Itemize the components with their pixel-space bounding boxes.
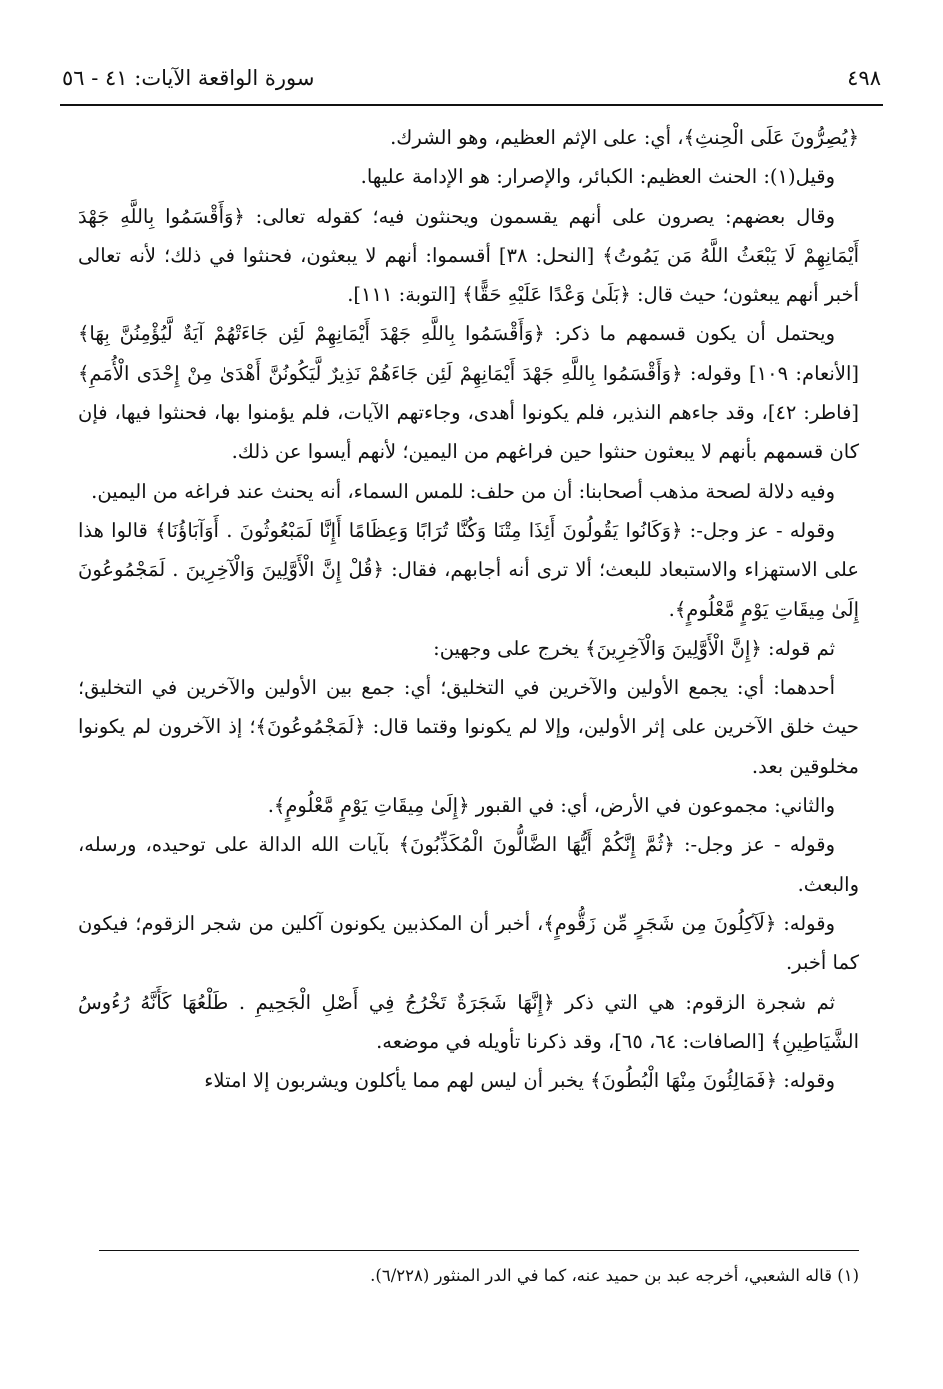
page-number: ٤٩٨ bbox=[847, 66, 881, 90]
header-rule bbox=[60, 104, 883, 106]
paragraph: وفيه دلالة لصحة مذهب أصحابنا: أن من حلف: للمس السماء، أنه يحنث عند فراغه من اليمين. bbox=[91, 479, 835, 503]
footnote: (١) قاله الشعبي، أخرجه عبد بن حميد عنه، كما في الدر المنثور (٦/٢٢٨). bbox=[370, 1266, 859, 1285]
paragraph: وقال بعضهم: يصرون على أنهم يقسمون ويحنثون فيه؛ كقوله تعالى: ﴿وَأَقْسَمُوا بِاللَّهِ جَهْدَ أَيْمَانِهِمْ لَا يَبْعَثُ اللَّهُ مَن يَمُوتُ﴾ [النحل: ٣٨] أقسموا: أنهم لا يبعثون، فحنثوا في ذلك؛ لأنه تعالى أخبر أنهم يبعثون؛ حيث قال: ﴿بَلَىٰ وَعْدًا عَلَيْهِ حَقًّا﴾ [التوبة: ١١١]. bbox=[78, 204, 859, 307]
footnote-rule bbox=[99, 1250, 859, 1251]
paragraph: أحدهما: أي: يجمع الأولين والآخرين في التخليق؛ أي: جمع بين الأولين والآخرين في التخليق؛ حيث خلق الآخرين على إثر الأولين، وإلا لم يكونوا وقتما قال: ﴿لَمَجْمُوعُونَ﴾؛ إذ الآخرون لم يكونوا مخلوقين بعد. bbox=[78, 676, 859, 778]
paragraph: وقوله - عز وجل-: ﴿ثُمَّ إِنَّكُمْ أَيُّهَا الضَّالُّونَ الْمُكَذِّبُونَ﴾ بآيات الله الدالة على توحيده، ورسله، والبعث. bbox=[78, 833, 859, 896]
running-title: سورة الواقعة الآيات: ٤١ - ٥٦ bbox=[62, 66, 315, 90]
paragraph: ويحتمل أن يكون قسمهم ما ذكر: ﴿وَأَقْسَمُوا بِاللَّهِ جَهْدَ أَيْمَانِهِمْ لَئِن جَاءَتْهُمْ آيَةٌ لَّيُؤْمِنُنَّ بِهَا﴾ [الأنعام: ١٠٩] وقوله: ﴿وَأَقْسَمُوا بِاللَّهِ جَهْدَ أَيْمَانِهِمْ لَئِن جَاءَهُمْ نَذِيرٌ لَّيَكُونُنَّ أَهْدَىٰ مِنْ إِحْدَى الْأُمَمِ﴾ [فاطر: ٤٢]، وقد جاءهم النذير، فلم يكونوا أهدى، وجاءتهم الآيات، فلم يؤمنوا بها، فحنثوا فيها، فإن كان قسمهم بأنهم لا يبعثون حنثوا حين فراغهم من اليمين؛ لأنهم أيسوا عن ذلك. bbox=[78, 322, 860, 464]
paragraph: وقوله - عز وجل-: ﴿وَكَانُوا يَقُولُونَ أَئِذَا مِتْنَا وَكُنَّا تُرَابًا وَعِظَامًا أَإِنَّا لَمَبْعُوثُونَ . أَوَآبَاؤُنَا﴾ قالوا هذا على الاستهزاء والاستبعاد للبعث؛ ألا ترى أنه أجابهم، فقال: ﴿قُلْ إِنَّ الْأَوَّلِينَ وَالْآخِرِينَ . لَمَجْمُوعُونَ إِلَىٰ مِيقَاتِ يَوْمٍ مَّعْلُومٍ﴾. bbox=[78, 518, 859, 621]
paragraph: ثم قوله: ﴿إِنَّ الْأَوَّلِينَ وَالْآخِرِينَ﴾ يخرج على وجهين: bbox=[433, 636, 835, 660]
page-header bbox=[62, 58, 881, 98]
paragraph: وقيل(١): الحنث العظيم: الكبائر، والإصرار: هو الإدامة عليها. bbox=[360, 165, 835, 189]
paragraph: ثم شجرة الزقوم: هي التي ذكر ﴿إِنَّهَا شَجَرَةٌ تَخْرُجُ فِي أَصْلِ الْجَحِيمِ . طَلْعُهَا كَأَنَّهُ رُءُوسُ الشَّيَاطِينِ﴾ [الصافات: ٦٤، ٦٥]، وقد ذكرنا تأويله في موضعه. bbox=[78, 990, 859, 1053]
paragraph: والثاني: مجموعون في الأرض، أي: في القبور ﴿إِلَىٰ مِيقَاتِ يَوْمٍ مَّعْلُومٍ﴾. bbox=[267, 794, 835, 818]
body-text bbox=[78, 118, 859, 1100]
paragraph: وقوله: ﴿لَآكِلُونَ مِن شَجَرٍ مِّن زَقُّومٍ﴾، أخبر أن المكذبين يكونون آكلين من شجر الزقوم؛ فيكون كما أخبر. bbox=[78, 911, 859, 975]
paragraph: ﴿يُصِرُّونَ عَلَى الْحِنثِ﴾، أي: على الإثم العظيم، وهو الشرك. bbox=[390, 126, 859, 149]
paragraph: وقوله: ﴿فَمَالِئُونَ مِنْهَا الْبُطُونَ﴾ يخبر أن ليس لهم مما يأكلون ويشربون إلا امتلاء bbox=[204, 1069, 835, 1093]
